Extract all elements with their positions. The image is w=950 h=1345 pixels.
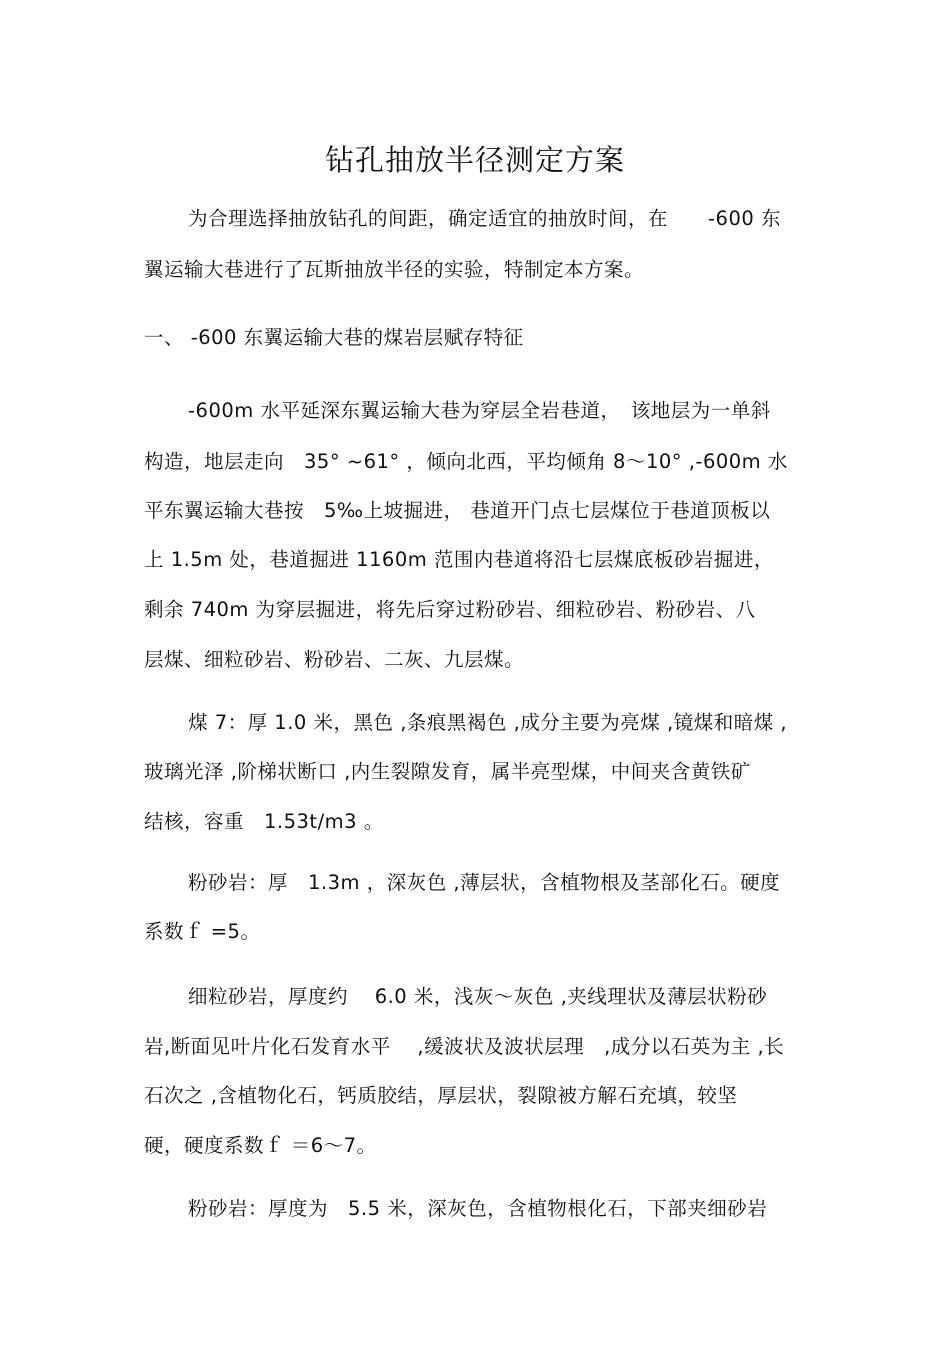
para2-line-3: 结核，容重 1.53t/m3 。: [144, 810, 384, 833]
para1-line-3: 平东翼运输大巷按 5‰上坡掘进， 巷道开门点七层煤位于巷道顶板以: [144, 499, 771, 522]
para4-line-2: 岩,断面见叶片化石发育水平 ,缓波状及波状层理 ,成分以石英为主 ,长: [144, 1035, 785, 1058]
para1-line-1: -600m 水平延深东翼运输大巷为穿层全岩巷道， 该地层为一单斜: [188, 399, 771, 422]
para5-line-1: 粉砂岩：厚度为 5.5 米，深灰色，含植物根化石，下部夹细砂岩: [188, 1197, 768, 1220]
para1-line-5: 剩余 740m 为穿层掘进，将先后穿过粉砂岩、细粒砂岩、粉砂岩、八: [144, 598, 756, 621]
para1-line-6: 层煤、细粒砂岩、粉砂岩、二灰、九层煤。: [144, 648, 525, 671]
para4-line-3: 石次之 ,含植物化石，钙质胶结，厚层状，裂隙被方解石充填，较坚: [144, 1084, 738, 1107]
para4-line-4: 硬，硬度系数ｆ ＝6～7。: [144, 1134, 377, 1157]
para2-line-2: 玻璃光泽 ,阶梯状断口 ,内生裂隙发育，属半亮型煤，中间夹含黄铁矿: [144, 760, 751, 783]
page-title: 钻孔抽放半径测定方案: [324, 143, 625, 177]
para2-line-1: 煤 7：厚 1.0 米，黑色 ,条痕黑褐色 ,成分主要为亮煤 ,镜煤和暗煤 ,: [188, 711, 788, 734]
intro-line-1: 为合理选择抽放钻孔的间距，确定适宜的抽放时间，在 -600 东: [188, 207, 781, 230]
para3-line-2: 系数ｆ =5。: [144, 920, 261, 943]
para3-line-1: 粉砂岩：厚 1.3m ，深灰色 ,薄层状，含植物根及茎部化石。硬度: [188, 871, 781, 894]
para1-line-2: 构造，地层走向 35° ~61° ，倾向北西，平均倾角 8～10° ,-600m 水: [144, 450, 788, 473]
intro-line-2: 翼运输大巷进行了瓦斯抽放半径的实验，特制定本方案。: [144, 258, 645, 281]
para4-line-1: 细粒砂岩，厚度约 6.0 米，浅灰～灰色 ,夹线理状及薄层状粉砂: [188, 985, 768, 1008]
section-heading: 一、 -600 东翼运输大巷的煤岩层赋存特征: [144, 326, 524, 349]
para1-line-4: 上 1.5m 处，巷道掘进 1160m 范围内巷道将沿七层煤底板砂岩掘进，: [144, 548, 774, 571]
